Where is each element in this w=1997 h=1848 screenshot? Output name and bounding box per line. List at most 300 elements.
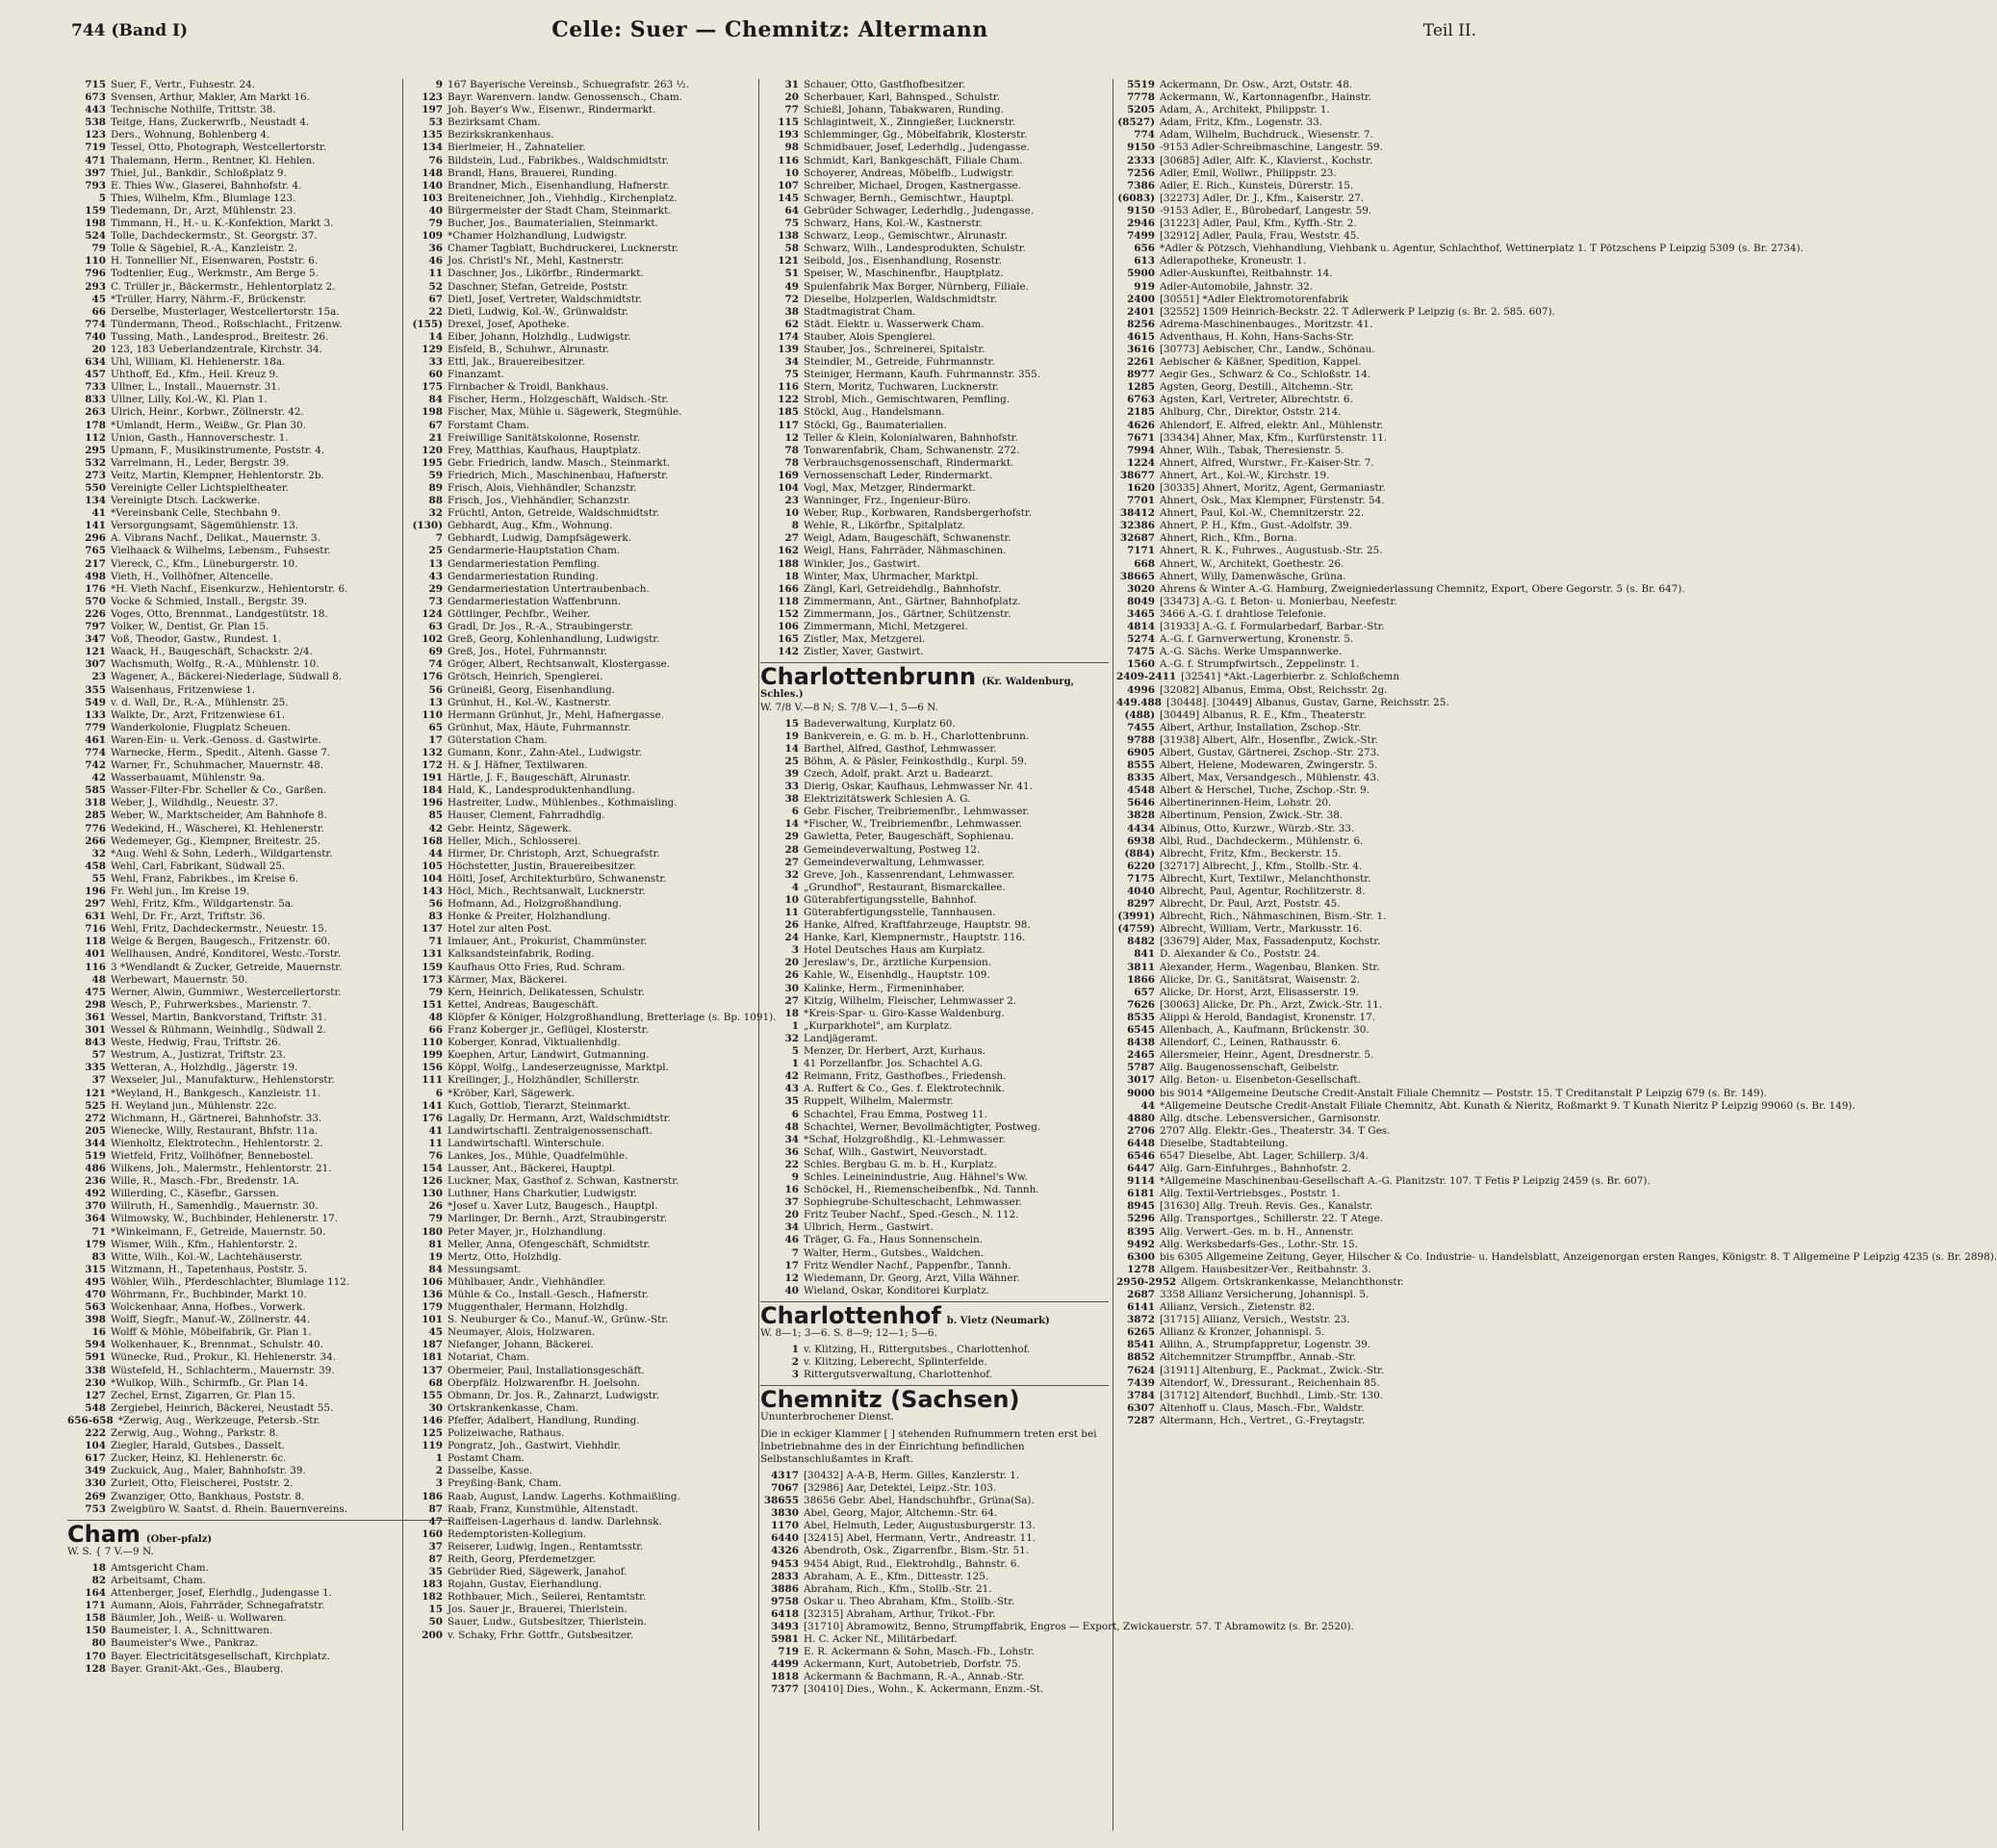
phone-number: 364 [85, 1213, 106, 1225]
directory-entry [67, 255, 450, 268]
entry-text: bis 9014 *Allgemeine Deutsche Credit-Anstalt Filiale Chemnitz — Poststr. 15. T Creditanstalt P Leipzig 679 (s. Br. 149). [1160, 1087, 1767, 1099]
directory-entry [67, 1365, 450, 1377]
phone-number: 8 [791, 520, 799, 532]
directory-entry [67, 848, 450, 860]
directory-entry [1116, 305, 1555, 319]
directory-entry [760, 793, 1109, 806]
entry-text: Brandner, Mich., Eisenhandlung, Hafnerstr. [448, 179, 670, 192]
directory-entry [1116, 999, 1501, 1012]
directory-entry [1116, 860, 1501, 873]
phone-number: 7067 [771, 1481, 799, 1494]
entry-text: Ahnert, Rich., Kfm., Borna. [1160, 532, 1297, 545]
entry-text: Vereinigte Celler Lichtspieltheater. [111, 482, 289, 494]
entry-text: Bäumler, Joh., Weiß- u. Wollwaren. [111, 1612, 287, 1625]
entry-text: *Winkelmann, F., Getreide, Mauernstr. 50. [111, 1225, 326, 1238]
entry-text: Freiwillige Sanitätskolonne, Rosenstr. [448, 431, 641, 444]
directory-entry [760, 306, 1109, 319]
phone-number: 59 [428, 469, 443, 481]
directory-entry [1116, 835, 1501, 848]
phone-number: 36 [428, 243, 443, 255]
entry-text: Bezirksamt Cham. [448, 116, 541, 129]
directory-entry [67, 1213, 450, 1225]
phone-number: 17 [784, 1259, 799, 1271]
directory-entry [760, 406, 1109, 419]
town-note: (Kr. Waldenburg, Schles.) [760, 677, 1075, 701]
entry-text: [30432] A-A-B, Herm. Gilles, Kanzlerstr. 1. [804, 1469, 1020, 1481]
phone-number: 10 [784, 893, 799, 906]
phone-number: 187 [422, 1339, 443, 1351]
entry-text: [30449] Albanus, R. E., Kfm., Theaterstr. [1160, 708, 1367, 721]
phone-number: 5274 [1127, 633, 1155, 646]
directory-entry [1116, 1326, 1501, 1339]
entry-text: Güterabfertigungsstelle, Bahnhof. [804, 893, 977, 906]
entry-text: Aumann, Alois, Fahrräder, Schnegafratstr. [111, 1600, 325, 1612]
entry-text: Wilkens, Joh., Malermstr., Hehlentorstr. 21. [111, 1163, 332, 1175]
entry-text: Hermann Grünhut, Jr., Mehl, Hafnergasse. [448, 708, 664, 721]
entry-text: Thies, Wilhelm, Kfm., Blumlage 123. [111, 192, 296, 204]
directory-entry [760, 394, 1109, 406]
entry-text: Gendarmerie-Hauptstation Cham. [448, 545, 621, 557]
directory-entry [1116, 697, 1501, 709]
phone-number: 330 [85, 1477, 106, 1490]
directory-entry [760, 731, 1109, 743]
directory-entry [404, 294, 760, 306]
phone-number: 130 [422, 1188, 443, 1200]
directory-entry [1116, 596, 1501, 608]
entry-text: Wessel & Rühmann, Weinhdlg., Südwall 2. [111, 1024, 326, 1037]
phone-number: 84 [428, 394, 443, 406]
phone-number: 49 [784, 280, 799, 293]
directory-entry [67, 974, 450, 987]
phone-number: 164 [85, 1587, 106, 1600]
phone-number: 774 [1134, 129, 1155, 141]
entry-text: Ahnert, Art., Kol.-W., Kirchstr. 19. [1160, 469, 1330, 481]
phone-number: 6 [791, 806, 799, 818]
entry-text: Wessel, Martin, Bankvorstand, Triftstr. 31. [111, 1011, 327, 1023]
directory-entry [760, 1683, 1109, 1696]
directory-entry [67, 1301, 450, 1314]
entry-text: Lausser, Ant., Bäckerei, Hauptpl. [448, 1163, 616, 1175]
entry-text: Schmidbauer, Josef, Lederhdlg., Judengasse. [804, 141, 1030, 154]
directory-entry [760, 1671, 1109, 1683]
phone-number: 779 [85, 721, 106, 733]
directory-entry [760, 608, 1109, 621]
directory-entry [760, 1146, 1109, 1159]
entry-text: Werner, Alwin, Gummiwr., Westercellertorstr. [111, 986, 342, 998]
directory-entry [67, 243, 450, 255]
phone-number: 3 [791, 944, 799, 957]
directory-entry [67, 294, 450, 306]
directory-entry [760, 781, 1109, 793]
phone-number: 273 [85, 469, 106, 481]
entry-text: Adam, Fritz, Kfm., Logenstr. 33. [1160, 116, 1323, 129]
directory-entry [1116, 532, 1501, 545]
entry-text: Witte, Wilh., Kol.-W., Lachtehäuserstr. [111, 1250, 303, 1263]
directory-entry [1116, 823, 1501, 835]
directory-entry [404, 230, 760, 243]
entry-text: Allgem. Hausbesitzer-Ver., Reitbahnstr. 3. [1160, 1263, 1371, 1275]
phone-number: 80 [91, 1637, 106, 1650]
phone-number: 719 [778, 1646, 799, 1658]
entry-text: Preyßing-Bank, Cham. [448, 1477, 562, 1490]
entry-text: Koephen, Artur, Landwirt, Gutmanning. [448, 1049, 650, 1062]
entry-text: Wiedemann, Dr. Georg, Arzt, Villa Wähner. [804, 1271, 1020, 1284]
directory-entry [404, 331, 760, 344]
entry-text: Allg. Verwert.-Ges. m. b. H., Annenstr. [1160, 1225, 1354, 1238]
directory-entry [67, 381, 450, 394]
directory-entry [67, 1390, 450, 1402]
entry-text: Adler, E. Rich., Kunsteis, Dürerstr. 15. [1160, 179, 1354, 192]
entry-text: *Chamer Holzhandlung, Ludwigstr. [448, 230, 627, 243]
entry-text: Agsten, Karl, Vertreter, Albrechtstr. 6. [1160, 394, 1353, 406]
phone-number: 6300 [1127, 1250, 1155, 1263]
directory-entry [67, 886, 450, 898]
directory-entry [1116, 558, 1501, 571]
entry-text: Bayer. Granit-Akt.-Ges., Blauberg. [111, 1662, 284, 1675]
phone-number: 33 [428, 356, 443, 369]
directory-entry [67, 835, 450, 848]
phone-number: 266 [85, 834, 106, 847]
entry-text: Altendorf, W., Dressurant., Reichenhain 85. [1160, 1376, 1380, 1389]
entry-text: Hanke, Alfred, Kraftfahrzeuge, Hauptstr. 98. [804, 919, 1031, 932]
entry-text: Stauber, Jos., Schreinerei, Spitalstr. [804, 343, 986, 355]
directory-entry [67, 1125, 450, 1138]
phone-number: 6418 [771, 1607, 799, 1620]
phone-number: 458 [85, 860, 106, 872]
phone-number: 20 [784, 91, 799, 104]
phone-number: 106 [778, 621, 799, 633]
phone-number: 83 [428, 911, 443, 923]
directory-entry [1116, 1125, 1501, 1138]
entry-text: Böhm, A. & Päsler, Feinkosthdlg., Kurpl. 59. [804, 755, 1028, 767]
phone-number: 20 [784, 1209, 799, 1221]
phone-number: 23 [784, 495, 799, 507]
phone-number: 41 [428, 1124, 443, 1137]
phone-number: 8335 [1127, 772, 1155, 784]
directory-entry [1116, 784, 1501, 797]
phone-number: 18 [784, 1007, 799, 1019]
phone-number: 67 [428, 293, 443, 305]
phone-number: 37 [91, 1074, 106, 1087]
entry-text: Klöpfer & Königer, Holzgroßhandlung, Bretterlage (s. Bp. 1091). [448, 1011, 777, 1023]
phone-number: 87 [428, 1502, 443, 1515]
directory-entry [67, 1138, 450, 1150]
entry-text: Todtenlier, Eug., Werkmstr., Am Berge 5. [111, 268, 319, 280]
phone-number: 2261 [1127, 356, 1155, 369]
phone-number: 25 [428, 545, 443, 557]
directory-entry [404, 104, 760, 116]
directory-entry [404, 1024, 760, 1037]
phone-number: 525 [85, 1099, 106, 1112]
phone-number: 4548 [1127, 784, 1155, 797]
entry-text: Allenbach, A., Kaufmann, Brückenstr. 30. [1160, 1024, 1370, 1037]
phone-number: 28 [784, 843, 799, 856]
phone-number: 17 [428, 733, 443, 746]
entry-text: [32912] Adler, Paula, Frau, Weststr. 45. [1160, 230, 1360, 243]
entry-text: Dierig, Oskar, Kaufhaus, Lehmwasser Nr. 41. [804, 781, 1033, 793]
phone-number: 116 [85, 961, 106, 973]
directory-entry [67, 1503, 450, 1516]
directory-entry [67, 558, 450, 571]
phone-number: 550 [85, 482, 106, 494]
phone-number: 79 [428, 1213, 443, 1225]
phone-number: 6440 [771, 1532, 799, 1545]
entry-text: -9153 Adler-Schreibmaschine, Langestr. 59. [1160, 141, 1383, 154]
entry-text: Allg. Textil-Vertriebsges., Poststr. 1. [1160, 1188, 1341, 1200]
directory-entry [404, 1591, 760, 1604]
phone-number: 32 [784, 1032, 799, 1044]
entry-text: Wehl, Fritz, Dachdeckermstr., Neuestr. 15. [111, 923, 328, 936]
entry-text: Ullner, L., Install., Mauernstr. 31. [111, 381, 281, 394]
entry-text: Adam, A., Architekt, Philippstr. 1. [1160, 104, 1330, 116]
directory-entry [404, 1415, 760, 1427]
phone-number: 104 [422, 872, 443, 885]
entry-text: Ahnert, Paul, Kol.-W., Chemnitzerstr. 22. [1160, 507, 1365, 520]
phone-number: 19 [428, 1250, 443, 1263]
phone-number: 196 [422, 797, 443, 809]
entry-text: Städt. Elektr. u. Wasserwerk Cham. [804, 318, 985, 330]
phone-number: 370 [85, 1200, 106, 1213]
entry-text: Bucher, Jos., Baumaterialien, Steinmarkt. [448, 218, 658, 230]
directory-entry [404, 1251, 760, 1264]
entry-text: Gawletta, Peter, Baugeschäft, Sophienau. [804, 831, 1014, 843]
phone-number: 18 [91, 1561, 106, 1574]
directory-entry [760, 129, 1109, 141]
phone-number: 740 [85, 330, 106, 343]
phone-number: 4880 [1127, 1112, 1155, 1124]
directory-entry [1116, 255, 1501, 268]
directory-entry [1116, 1289, 1501, 1301]
directory-entry [404, 1188, 760, 1200]
phone-number: 4499 [771, 1658, 799, 1671]
phone-number: 160 [422, 1527, 443, 1540]
entry-text: 2707 Allg. Elektr.-Ges., Theaterstr. 34. T Ges. [1160, 1124, 1391, 1137]
directory-entry [760, 507, 1109, 520]
entry-text: Mertz, Otto, Holzhdlg. [448, 1250, 562, 1263]
entry-text: Greß, Georg, Kohlenhandlung, Ludwigstr. [448, 633, 660, 646]
entry-text: *Allgemeine Deutsche Credit-Anstalt Filiale Chemnitz, Abt. Kunath & Nieritz, Roßmarkt 9. T Kunath Nieritz P Leipzig 99060 (s. Br. 149). [1160, 1099, 1856, 1112]
phone-number: 168 [422, 834, 443, 847]
directory-entry [760, 1221, 1109, 1234]
directory-entry [760, 1507, 1109, 1520]
directory-column-1 [67, 79, 450, 1831]
entry-text: Willerding, C., Käsefbr., Garssen. [111, 1188, 279, 1200]
phone-number: 5981 [771, 1633, 799, 1646]
entry-text: Seibold, Jos., Eisenhandlung, Rosenstr. [804, 255, 1002, 268]
directory-entry [404, 848, 760, 860]
directory-entry [67, 1024, 450, 1037]
entry-text: Kuch, Gottlob, Tierarzt, Steinmarkt. [448, 1099, 631, 1112]
entry-text: Kahle, W., Eisenhdlg., Hauptstr. 109. [804, 969, 990, 982]
entry-text: [31933] A.-G. f. Formularbedarf, Barbar.-Str. [1160, 621, 1385, 633]
directory-entry [67, 306, 450, 319]
phone-number: 37 [428, 1540, 443, 1553]
phone-number: 2950-2952 [1116, 1275, 1177, 1288]
phone-number: (4759) [1117, 923, 1155, 936]
phone-number: 179 [85, 1238, 106, 1250]
phone-number: 1278 [1127, 1263, 1155, 1275]
phone-number: 293 [85, 280, 106, 293]
phone-number: 1 [791, 1019, 799, 1032]
phone-number: 7256 [1127, 167, 1155, 179]
entry-text: Wanderkolonie, Flugplatz Scheuen. [111, 721, 291, 733]
phone-number: 186 [422, 1490, 443, 1502]
phone-number: 23 [91, 671, 106, 683]
directory-entry [404, 734, 760, 747]
directory-entry [67, 1037, 450, 1049]
part-label: Teil II. [1422, 21, 1476, 40]
phone-number: 105 [422, 860, 443, 872]
entry-text: Landwirtschaftl. Winterschule. [448, 1137, 604, 1149]
entry-text: Schauer, Otto, Gastfhofbesitzer. [804, 79, 965, 90]
entry-text: Ahrens & Winter A.-G. Hamburg, Zweigniederlassung Chemnitz, Export, Obere Gegorstr. 5 (s. Br. 647). [1160, 582, 1685, 595]
phone-number: 51 [784, 268, 799, 280]
phone-number: 142 [778, 646, 799, 658]
entry-text: Ackermann, W., Kartonnagenfbr., Hainstr. [1160, 91, 1372, 104]
entry-text: Spulenfabrik Max Borger, Nürnberg, Filiale. [804, 280, 1029, 293]
directory-entry [67, 205, 450, 218]
phone-number: 188 [778, 557, 799, 570]
entry-text: Volker, W., Dentist, Gr. Plan 15. [111, 621, 269, 633]
entry-text: Hotel Deutsches Haus am Kurplatz. [804, 944, 986, 957]
directory-entry [404, 1113, 760, 1125]
phone-number: 117 [778, 419, 799, 431]
directory-entry [67, 734, 450, 747]
entry-text: Pongratz, Joh., Gastwirt, Viehhdlr. [448, 1440, 621, 1452]
directory-entry [404, 116, 760, 129]
directory-entry [67, 520, 450, 532]
entry-text: Jos. Sauer jr., Brauerei, Thierlstein. [448, 1604, 627, 1616]
entry-text: A.-G. Sächs. Werke Umspannwerke. [1160, 646, 1343, 658]
directory-entry [67, 873, 450, 886]
phone-number: 43 [784, 1083, 799, 1095]
directory-entry [1116, 1049, 1501, 1062]
directory-entry [404, 633, 760, 646]
directory-entry [760, 192, 1109, 205]
entry-text: Hanke, Karl, Klempnermstr., Hauptstr. 116. [804, 932, 1026, 944]
directory-entry [404, 911, 760, 923]
directory-entry [67, 507, 450, 520]
phone-number: 42 [428, 822, 443, 834]
entry-text: Albert & Herschel, Tuche, Zschop.-Str. 9. [1160, 784, 1370, 797]
directory-entry [67, 532, 450, 545]
directory-entry [404, 420, 760, 432]
entry-text: Oberpfälz. Holzwarenfbr. H. Joelsohn. [448, 1376, 641, 1389]
phone-number: 5296 [1127, 1213, 1155, 1225]
phone-number: 3811 [1127, 961, 1155, 973]
entry-text: Ettl, Jak., Brauereibesitzer. [448, 356, 585, 369]
entry-text: Kaufhaus Otto Fries, Rud. Schram. [448, 961, 626, 973]
entry-text: Ulbrich, Herm., Gastwirt. [804, 1221, 934, 1234]
entry-text: Wienholtz, Elektrotechn., Hehlentorstr. 2. [111, 1137, 323, 1149]
entry-text: Uhl, William, Kl. Hehlenerstr. 18a. [111, 356, 286, 369]
entry-text: Warnecke, Herm., Spedit., Altenh. Gasse 7. [111, 746, 331, 758]
directory-entry [1116, 192, 1501, 205]
directory-entry [1116, 1402, 1501, 1415]
phone-number: 285 [85, 809, 106, 822]
phone-number: 35 [784, 1095, 799, 1108]
phone-number: 8297 [1127, 898, 1155, 911]
entry-text: Amtsgericht Cham. [111, 1561, 209, 1574]
phone-number: 31 [784, 79, 799, 90]
entry-text: Waren-Ein- u. Verk.-Genoss. d. Gastwirte. [111, 733, 321, 746]
entry-text: Gebrüder Ried, Sägewerk, Janahof. [448, 1566, 627, 1578]
phone-number: 38677 [1119, 469, 1155, 481]
directory-entry [1116, 722, 1501, 734]
directory-entry [760, 1470, 1109, 1482]
entry-text: Stern, Moritz, Tuchwaren, Lucknerstr. [804, 381, 999, 394]
phone-number: 3784 [1127, 1389, 1155, 1401]
phone-number: 148 [422, 167, 443, 179]
entry-text: 3466 A.-G. f. drahtlose Telefonie. [1160, 607, 1327, 620]
directory-entry [1116, 230, 1501, 243]
entry-text: Gebr. Fischer, Treibriemenfbr., Lehmwasser. [804, 806, 1030, 818]
entry-text: Wellhausen, André, Konditorei, Westc.-Torstr. [111, 948, 342, 961]
directory-entry [1116, 1163, 1501, 1175]
directory-entry [760, 1356, 1109, 1369]
phone-number: 40 [784, 1284, 799, 1296]
directory-entry [67, 1289, 450, 1301]
phone-number: 124 [422, 607, 443, 620]
phone-number: 146 [422, 1414, 443, 1426]
entry-text: Finanzamt. [448, 369, 505, 381]
entry-text: Timmann, H., H.- u. K.-Konfektion, Markt 3. [111, 218, 334, 230]
entry-text: Schoyerer, Andreas, Möbelfb., Ludwigstr. [804, 167, 1014, 179]
directory-entry [760, 331, 1109, 344]
entry-text: Zimmermann, Jos., Gärtner, Schützenstr. [804, 607, 1011, 620]
entry-text: Zergiebel, Heinrich, Bäckerei, Neustadt 55. [111, 1401, 334, 1414]
directory-entry [760, 882, 1109, 894]
directory-entry [1116, 91, 1501, 104]
page-header [0, 0, 1540, 54]
directory-entry [404, 1541, 760, 1553]
phone-number: 38 [784, 305, 799, 318]
entry-text: Mühle & Co., Install.-Gesch., Hafnerstr. [448, 1289, 649, 1300]
directory-entry [67, 356, 450, 369]
phone-number: 134 [85, 495, 106, 507]
phone-number: 8535 [1127, 1011, 1155, 1023]
phone-number: 178 [85, 419, 106, 431]
entry-text: Bayr. Warenvern. landw. Genossensch., Cham. [448, 91, 682, 104]
phone-number: 37 [784, 1196, 799, 1209]
phone-number: 538 [85, 116, 106, 129]
directory-column-2 [404, 79, 777, 1831]
phone-number: 40 [428, 204, 443, 217]
phone-number: 719 [85, 141, 106, 154]
phone-number: 34 [784, 1221, 799, 1234]
directory-entry [1116, 571, 1501, 583]
phone-number: 104 [85, 1440, 106, 1452]
directory-entry [67, 797, 450, 809]
entry-text: E. R. Ackermann & Sohn, Masch.-Fb., Lohstr. [804, 1646, 1035, 1658]
entry-text: Ackermann, Kurt, Autobetrieb, Dorfstr. 75. [804, 1658, 1021, 1671]
phone-number: 74 [428, 658, 443, 671]
entry-text: Waisenhaus, Fritzenwiese 1. [111, 683, 256, 696]
entry-text: Zimmermann, Michl, Metzgerei. [804, 621, 968, 633]
entry-text: Albert, Helene, Modewaren, Zwingerstr. 5. [1160, 759, 1378, 772]
phone-number: 797 [85, 621, 106, 633]
entry-text: Rojahn, Gustav, Eierhandlung. [448, 1578, 602, 1591]
phone-number: 125 [422, 1427, 443, 1440]
entry-text: Daschner, Jos., Likörfbr., Rindermarkt. [448, 268, 644, 280]
directory-entry [67, 482, 450, 495]
phone-number: 173 [422, 973, 443, 986]
phone-number: 98 [784, 141, 799, 154]
phone-number: 6 [791, 1108, 799, 1120]
entry-text: Adventhaus, H. Kohn, Hans-Sachs-Str. [1160, 330, 1354, 343]
directory-entry [404, 759, 760, 772]
phone-number: 84 [428, 1263, 443, 1275]
